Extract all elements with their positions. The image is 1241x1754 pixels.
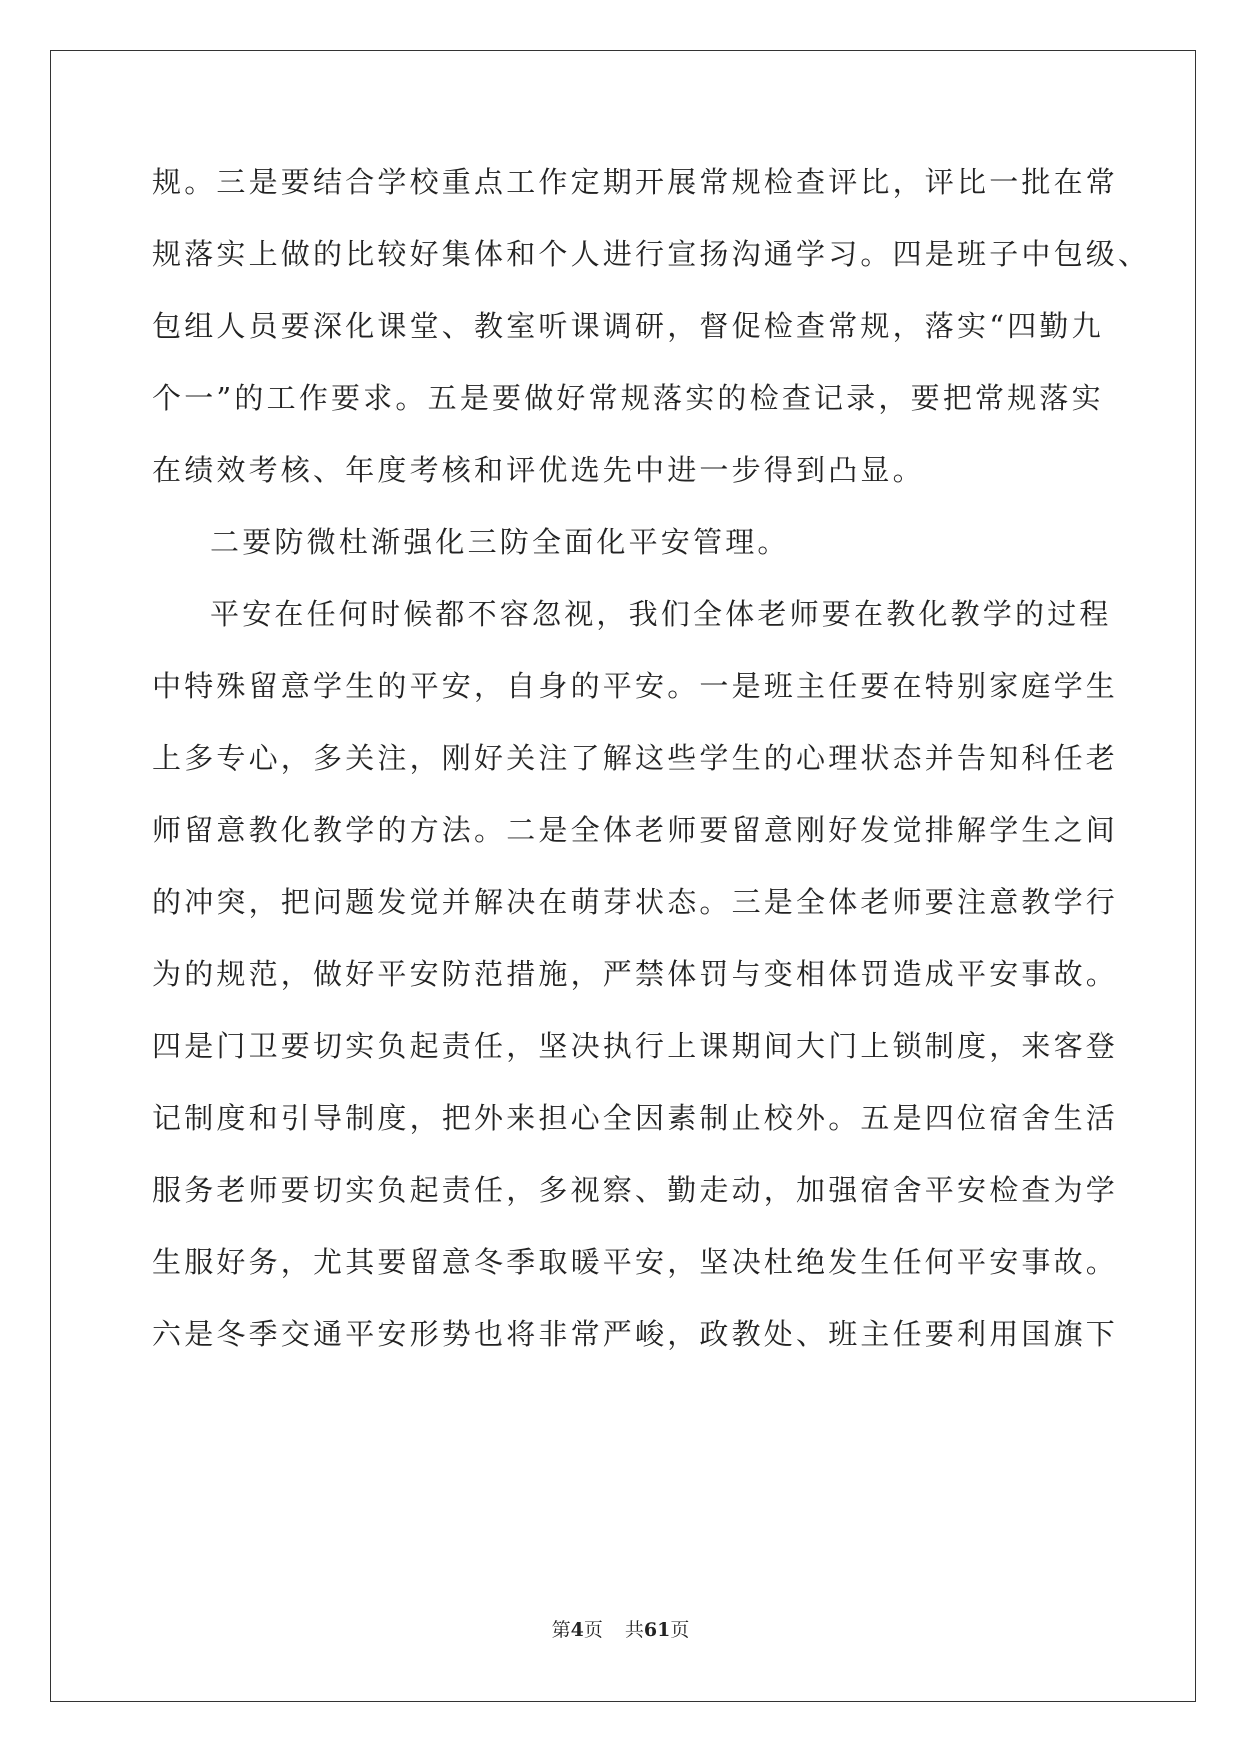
text-line: 四是门卫要切实负起责任，坚决执行上课期间大门上锁制度，来客登 bbox=[152, 1029, 1119, 1063]
text-line: 师留意教化教学的方法。二是全体老师要留意刚好发觉排解学生之间 bbox=[152, 813, 1119, 847]
text-line: 的冲突，把问题发觉并解决在萌芽状态。三是全体老师要注意教学行 bbox=[152, 885, 1119, 919]
page-footer bbox=[0, 1618, 1241, 1642]
page-prefix: 第 bbox=[551, 1619, 571, 1641]
text-line: 中特殊留意学生的平安，自身的平安。一是班主任要在特别家庭学生 bbox=[152, 669, 1119, 703]
text-line: 个一”的工作要求。五是要做好常规落实的检查记录，要把常规落实 bbox=[152, 381, 1104, 415]
total-pages: 61 bbox=[643, 1619, 671, 1641]
section-heading: 二要防微杜渐强化三防全面化平安管理。 bbox=[210, 525, 790, 559]
page-border bbox=[50, 50, 1196, 1702]
text-line: 记制度和引导制度，把外来担心全因素制止校外。五是四位宿舍生活 bbox=[152, 1101, 1119, 1135]
text-line: 为的规范，做好平安防范措施，严禁体罚与变相体罚造成平安事故。 bbox=[152, 957, 1119, 991]
text-line: 在绩效考核、年度考核和评优选先中进一步得到凸显。 bbox=[152, 453, 925, 487]
text-line: 规。三是要结合学校重点工作定期开展常规检查评比，评比一批在常 bbox=[152, 165, 1119, 199]
text-line: 规落实上做的比较好集体和个人进行宣扬沟通学习。四是班子中包级、 bbox=[152, 237, 1151, 271]
text-line: 包组人员要深化课堂、教室听课调研，督促检查常规，落实“四勤九 bbox=[152, 309, 1104, 343]
page-number: 4 bbox=[570, 1619, 584, 1641]
text-line: 上多专心，多关注，刚好关注了解这些学生的心理状态并告知科任老 bbox=[152, 741, 1119, 775]
page-suffix: 页 bbox=[583, 1619, 603, 1641]
text-line: 生服好务，尤其要留意冬季取暖平安，坚决杜绝发生任何平安事故。 bbox=[152, 1245, 1119, 1279]
total-suffix: 页 bbox=[670, 1619, 690, 1641]
text-line: 六是冬季交通平安形势也将非常严峻，政教处、班主任要利用国旗下 bbox=[152, 1317, 1119, 1351]
text-line: 服务老师要切实负起责任，多视察、勤走动，加强宿舍平安检查为学 bbox=[152, 1173, 1119, 1207]
total-prefix: 共 bbox=[624, 1619, 644, 1641]
paragraph-first-line: 平安在任何时候都不容忽视，我们全体老师要在教化教学的过程 bbox=[210, 597, 1112, 631]
